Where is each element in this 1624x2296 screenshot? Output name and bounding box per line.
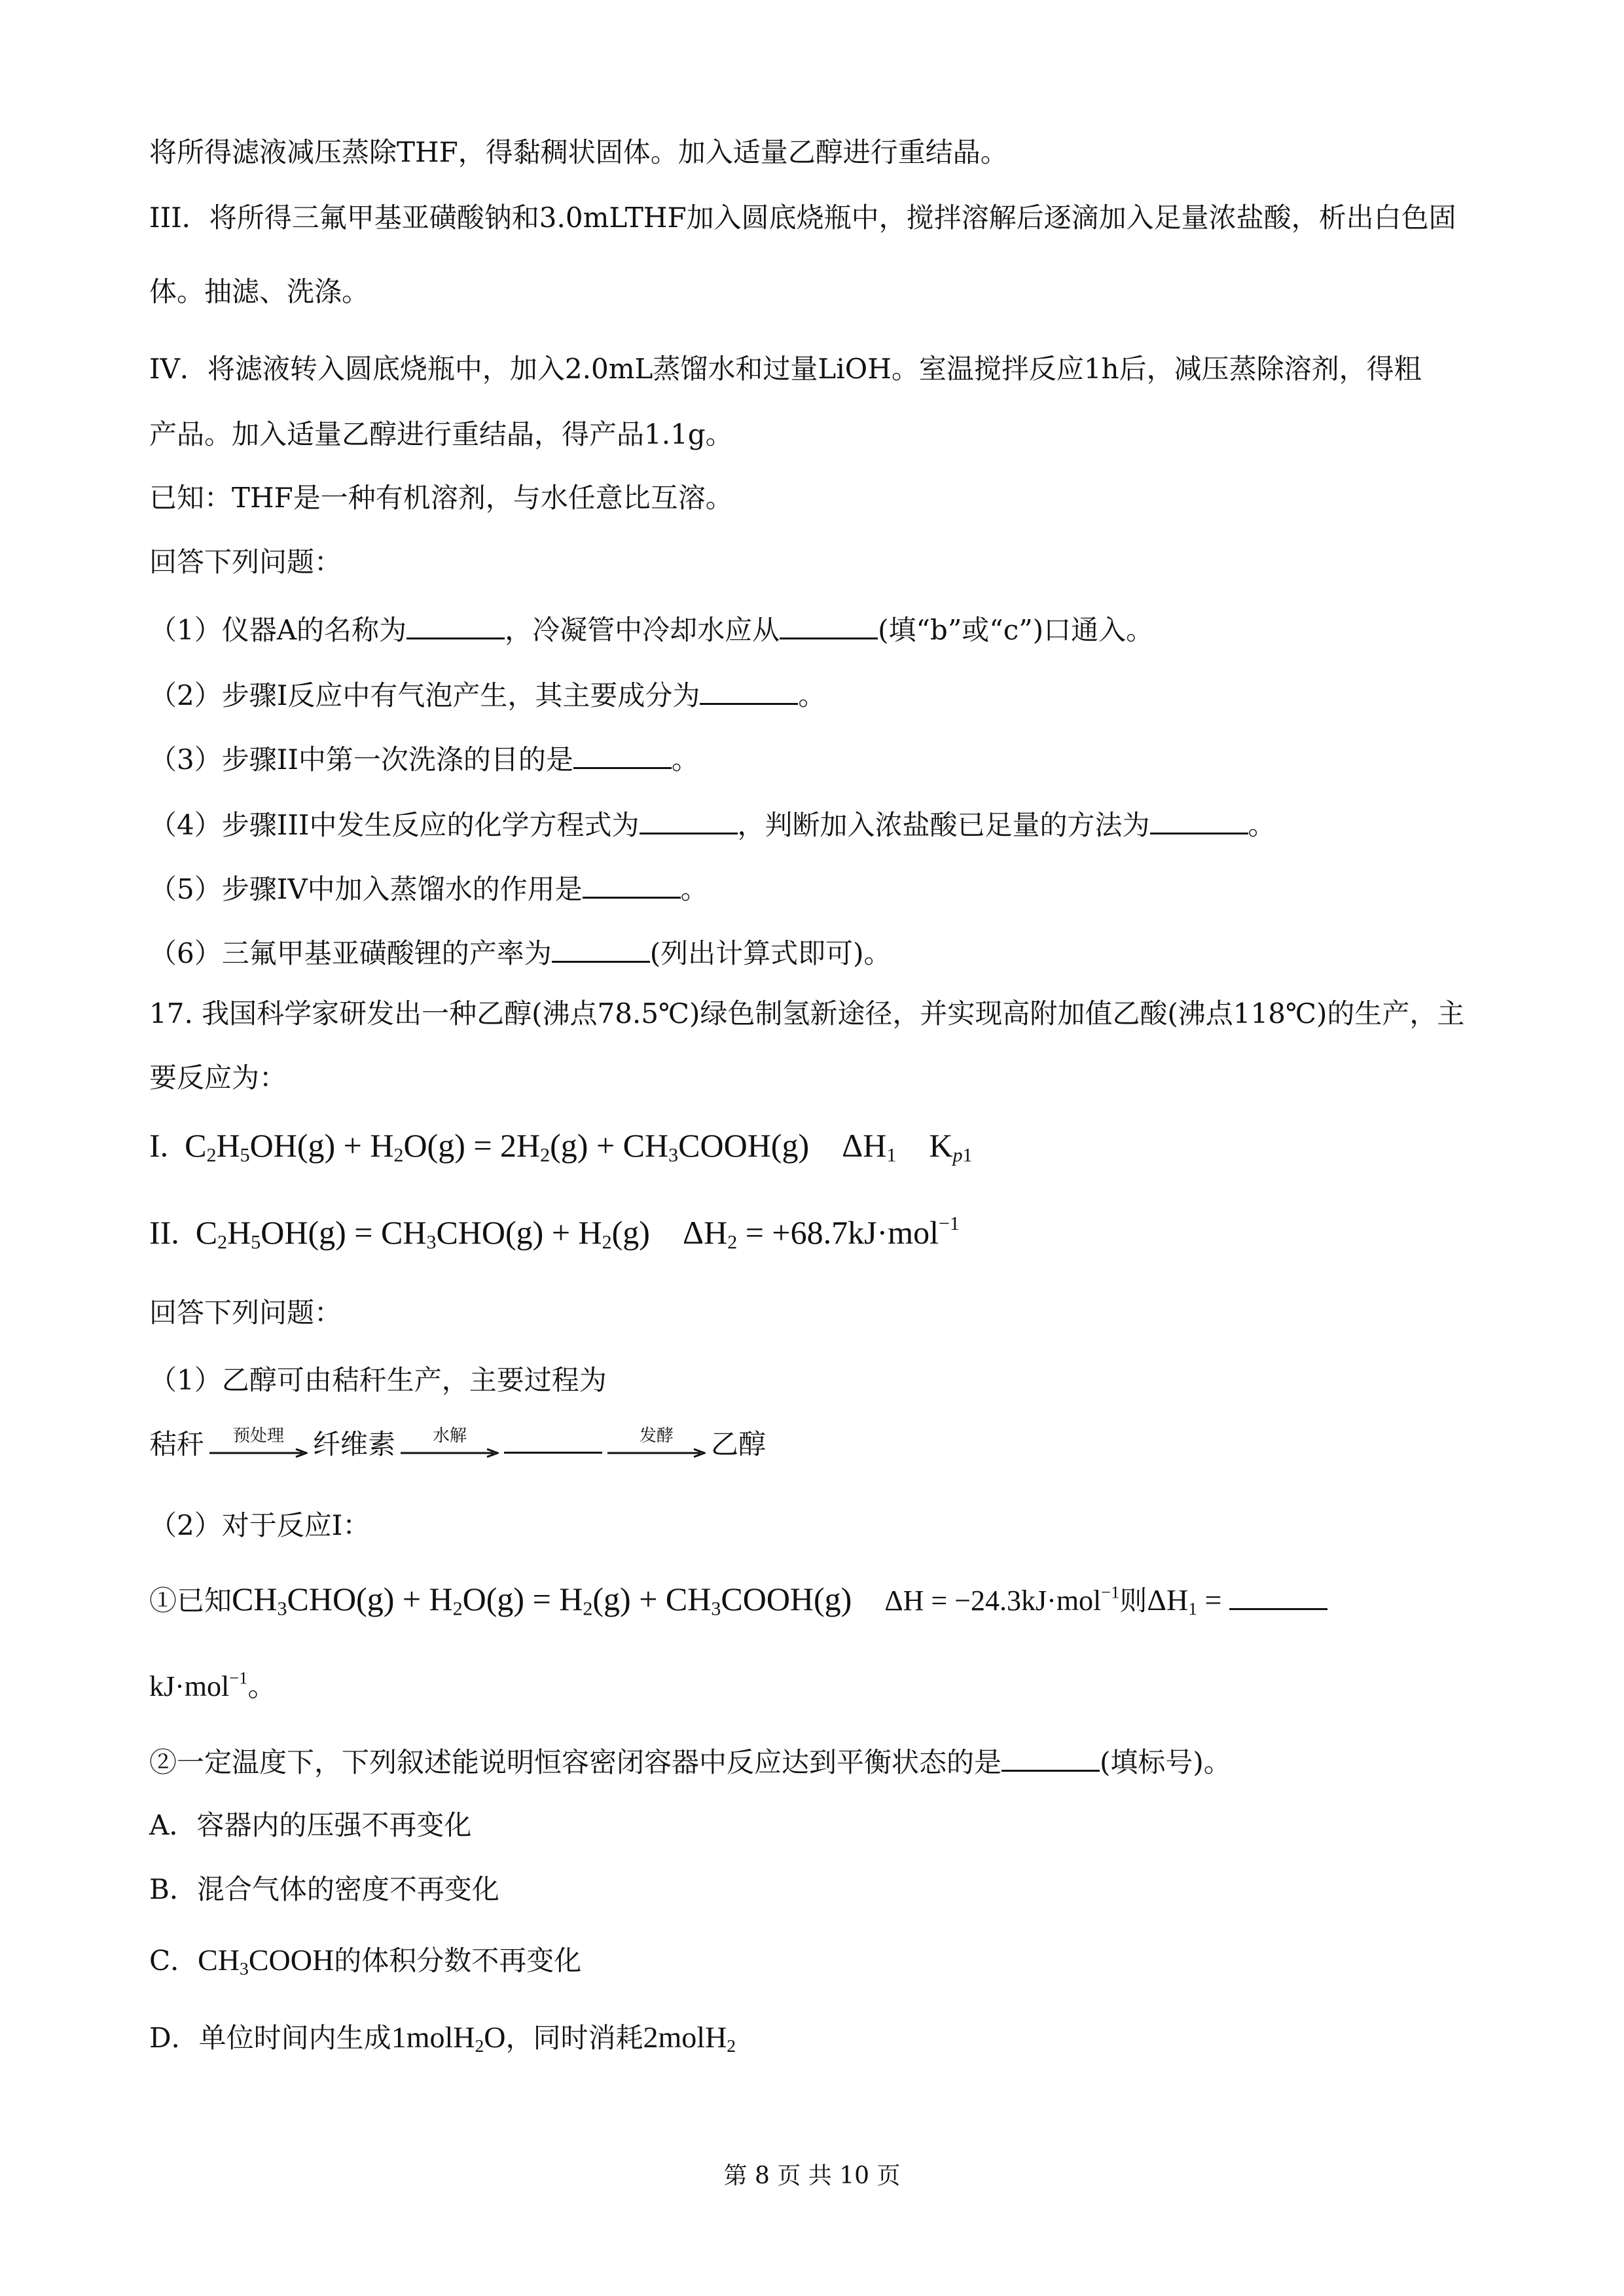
text-line: 体。抽滤、洗涤。 [149,276,370,308]
question-1 [149,613,1153,644]
option-d [149,2020,736,2056]
question-text: (列出计算式即可)。 [649,937,892,969]
question-6 [149,936,892,967]
question-text: 则 [1119,1585,1147,1617]
answer-blank [1229,1583,1327,1610]
question-2 [149,678,825,709]
answer-blank [504,1427,602,1454]
option-text: 的体积分数不再变化 [334,1945,582,1977]
flow-arrow [209,1426,308,1462]
question-text: （1）仪器A的名称为 [149,613,407,646]
answer-blank [640,808,738,834]
question-text: 。 [680,872,708,905]
flow-node: 纤维素 [313,1427,396,1460]
step-iv-line: IV．将滤液转入圆底烧瓶中，加入2.0mL蒸馏水和过量LiOH。室温搅拌反应1h后，减压蒸除溶剂，得粗 [149,353,1422,385]
question-text: （5）步骤IV中加入蒸馏水的作用是 [149,872,583,905]
question-text: （3）步骤II中第一次洗涤的目的是 [149,743,573,776]
sub-question-1: （1）乙醇可由秸秆生产，主要过程为 [149,1364,607,1396]
question-text: ②一定温度下，下列叙述能说明恒容密闭容器中反应达到平衡状态的是 [149,1746,1002,1778]
question-text: 。 [671,743,699,776]
text-line: 要反应为： [149,1062,287,1094]
arrow-label: 水解 [433,1426,467,1446]
question-5 [149,872,708,903]
step-iii-line: III．将所得三氟甲基亚磺酸钠和3.0mLTHF加入圆底烧瓶中，搅拌溶解后逐滴加入足量浓盐酸，析出白色固 [149,202,1456,234]
answer-blank [583,872,681,899]
arrow-label: 预处理 [233,1426,285,1446]
delta-h1: $\Delta H_1$ = [1147,1583,1229,1619]
section-heading: 回答下列问题： [149,1297,342,1329]
sub-question-2: （2）对于反应I： [149,1509,370,1541]
answer-blank [406,613,505,639]
question-text: ①已知 [149,1585,232,1617]
flow-arrow [401,1426,499,1462]
answer-blank [573,742,672,769]
question-3 [149,742,699,774]
flow-arrow [607,1426,706,1462]
question-text: 。 [1248,808,1276,841]
section-heading: 回答下列问题： [149,546,342,578]
flow-node: 乙醇 [711,1427,767,1460]
question-text: ，冷凝管中冷却水应从 [505,613,780,646]
question-text: 。 [798,679,826,711]
formula: $CH_3COOH$ [198,1943,334,1979]
formula: 1molH$_2$O [391,2020,506,2056]
sub-question-2-2 [149,1745,1231,1776]
option-text: D．单位时间内生成 [149,2022,391,2054]
question-text: (填“b”或“c”)口通入。 [878,613,1154,646]
answer-blank [780,613,878,639]
question-4 [149,808,1276,839]
sub-question-2-1 [149,1581,1327,1620]
question-text: （6）三氟甲基亚磺酸锂的产率为 [149,937,552,969]
question-text: ，判断加入浓盐酸已足量的方法为 [737,808,1150,841]
known-info: 已知：THF是一种有机溶剂，与水任意比互溶。 [149,482,733,514]
option-a: A．容器内的压强不再变化 [149,1809,472,1841]
formula: 2molH$_2$ [643,2020,736,2056]
option-c [149,1943,582,1979]
flow-node: 秸秆 [149,1427,205,1460]
answer-blank [552,936,650,963]
reaction-ii: II. $C_2H_5OH(g) = CH_3CHO(g) + H_2(g)$ $\Delta H_2 = +68.7kJ\cdot mol^{-1}$ [149,1213,960,1253]
given-equation: $CH_3CHO(g) + H_2O(g) = H_2(g)$ + $CH_3COOH(g)$ ΔH = −24.3kJ·mol$^{-1}$ [232,1581,1120,1620]
answer-blank [1001,1745,1100,1772]
option-b: B．混合气体的密度不再变化 [149,1873,499,1905]
question-text: (填标号)。 [1100,1746,1231,1778]
unit-line: kJ·mol$^{-1}$。 [149,1668,277,1702]
page-footer: 第 8 页 共 10 页 [723,2162,901,2189]
answer-blank [700,678,798,705]
problem-17-intro: 17. 我国科学家研发出一种乙醇(沸点78.5℃)绿色制氢新途径，并实现高附加值乙酸(沸点118℃)的生产，主 [149,997,1465,1030]
question-text: （4）步骤III中发生反应的化学方程式为 [149,808,640,841]
reaction-i: I. $C_2H_5OH(g) + H_2O(g) = 2H_2(g)$ + $CH_3COOH(g)$ $\Delta H_1$ $K_{p1}$ [149,1127,973,1166]
question-text: （2）步骤I反应中有气泡产生，其主要成分为 [149,679,700,711]
option-label: C． [149,1945,198,1977]
process-flow [149,1427,766,1462]
arrow-label: 发酵 [640,1426,674,1446]
answer-blank [1150,808,1248,834]
option-text: ，同时消耗 [505,2022,643,2054]
text-line: 将所得滤液减压蒸除THF，得黏稠状固体。加入适量乙醇进行重结晶。 [149,136,1008,168]
text-line: 产品。加入适量乙醇进行重结晶，得产品1.1g。 [149,418,733,450]
